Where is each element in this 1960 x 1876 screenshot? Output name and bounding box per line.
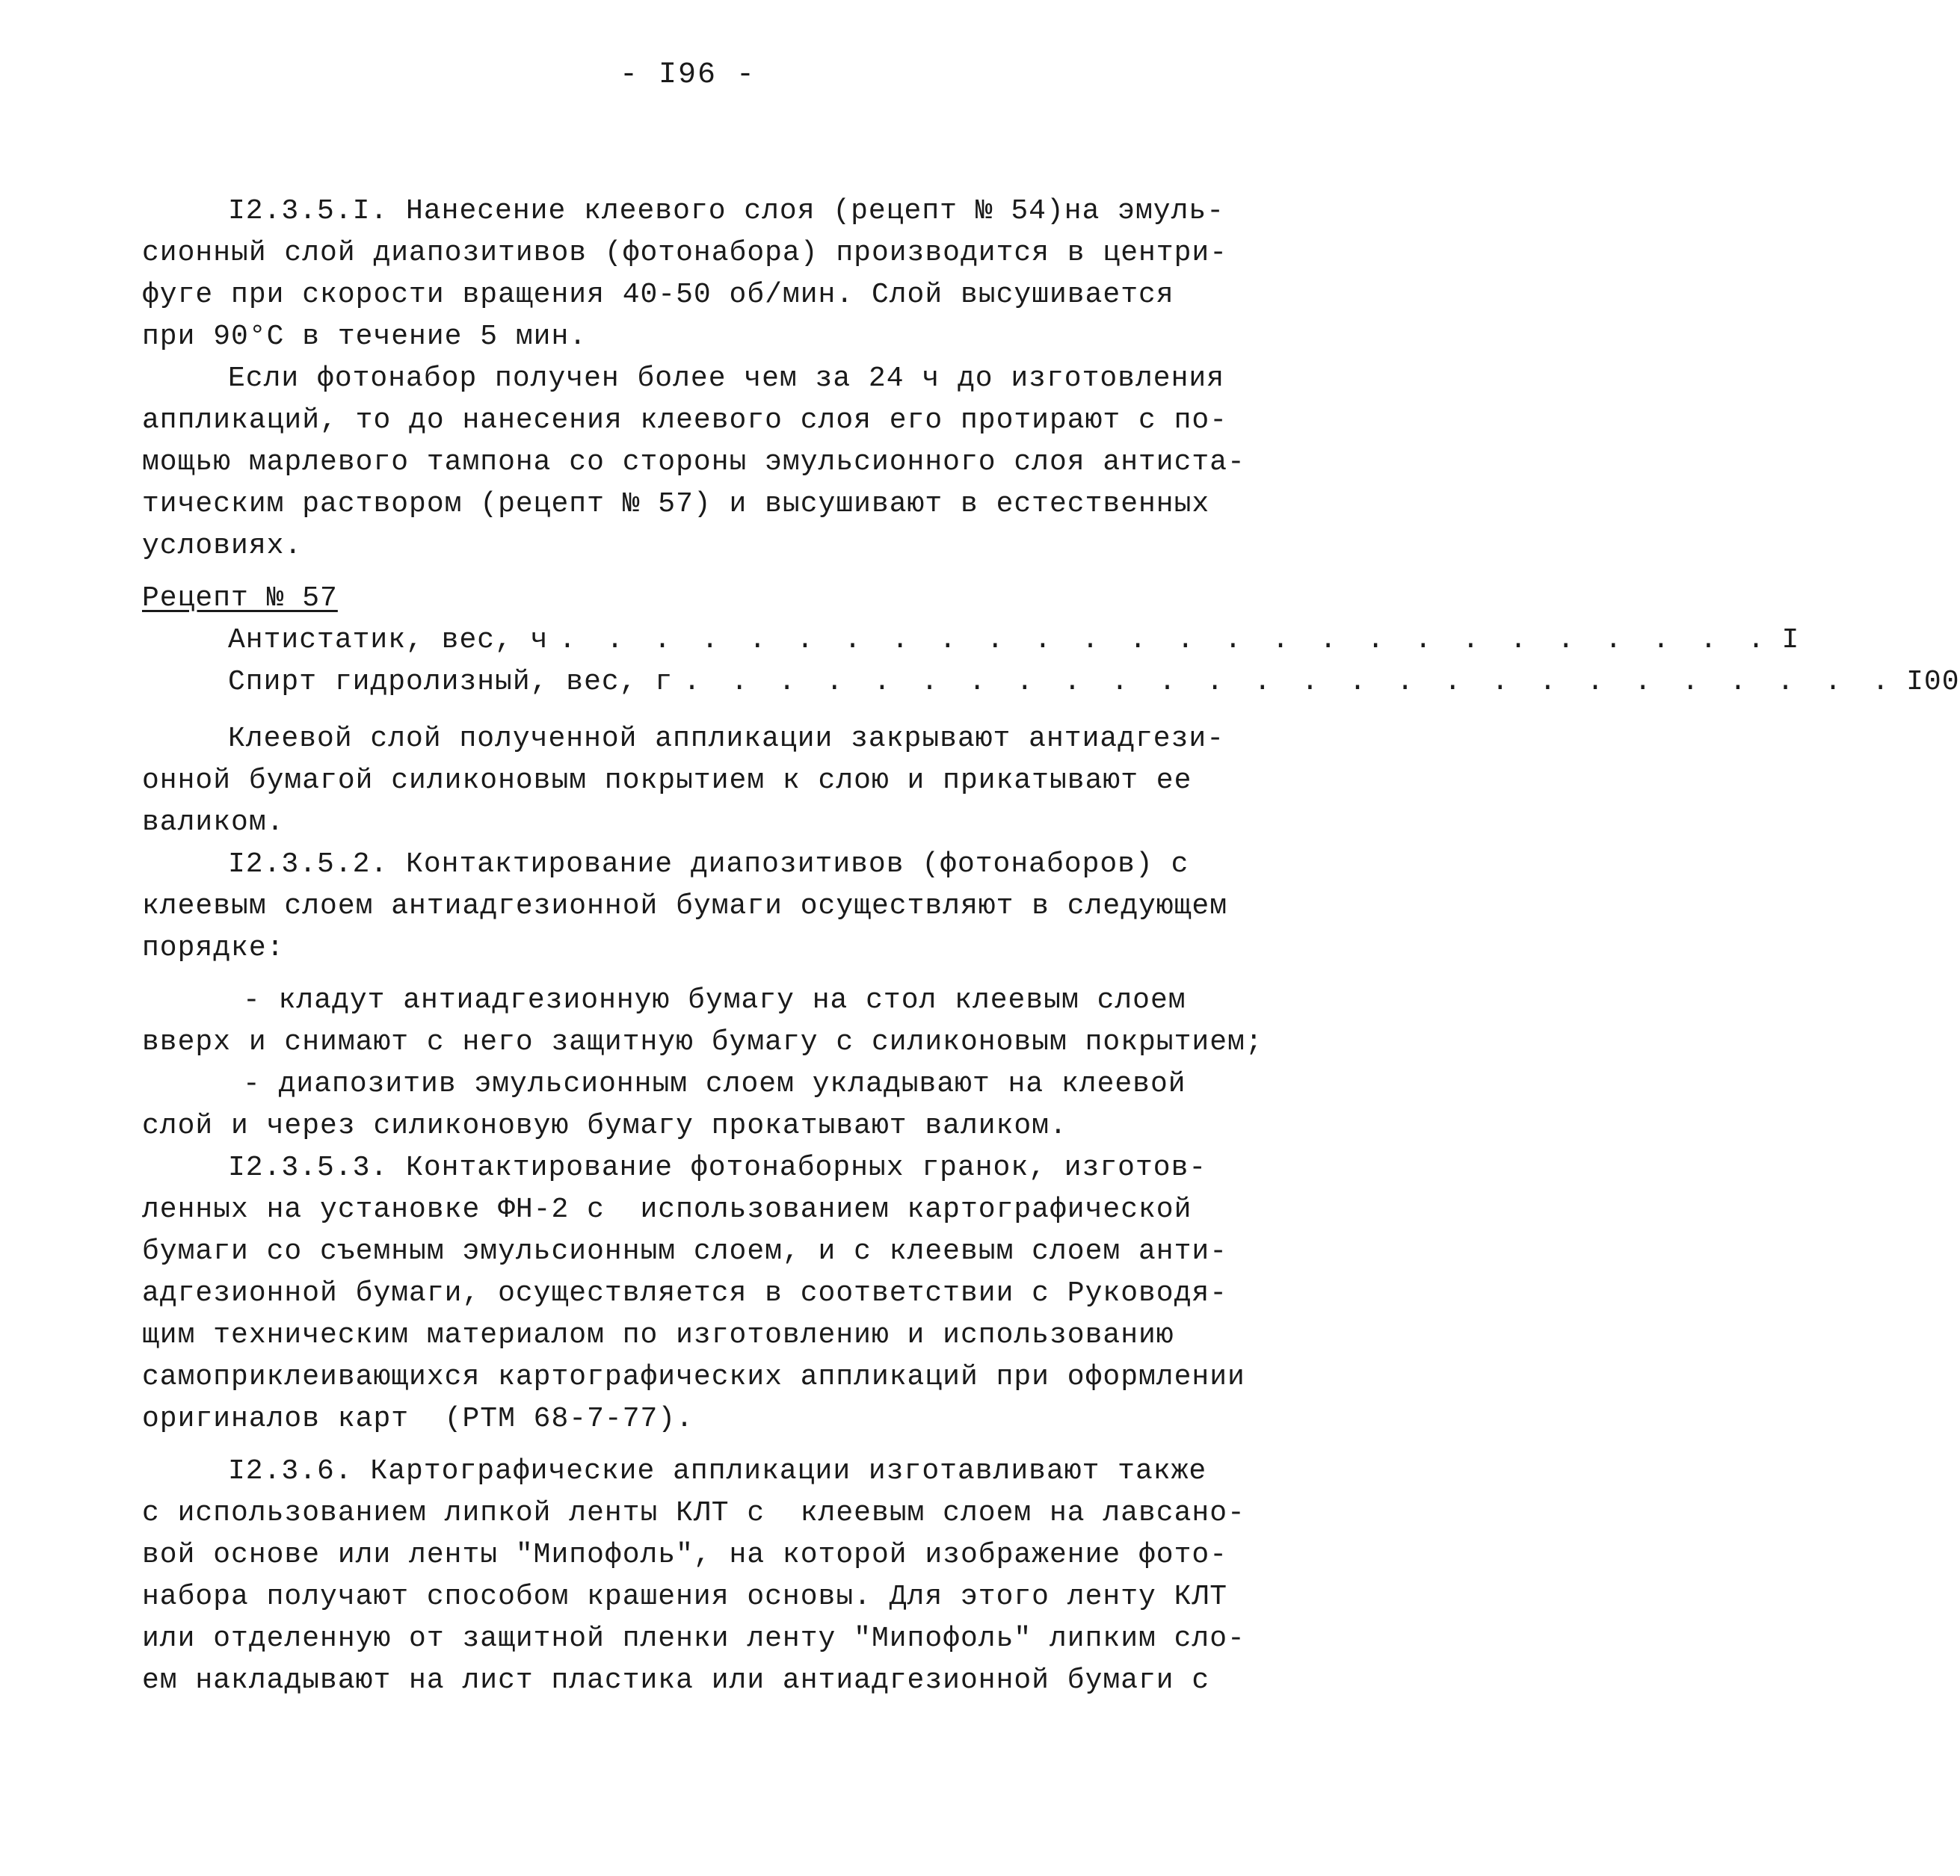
text-line: мощью марлевого тампона со стороны эмульсионного слоя антиста- <box>142 446 1245 478</box>
text-line: вверх и снимают с него защитную бумагу с силиконовым покрытием; <box>142 1026 1263 1058</box>
text-line: порядке: <box>142 932 285 964</box>
recipe-amount: I <box>1781 624 1800 656</box>
paragraph-12-3-5-1 <box>142 191 1226 358</box>
text-line: валиком. <box>142 806 285 839</box>
leader-dots: . . . . . . . . . . . . . . . . . . . . . . . . . . <box>558 624 1772 656</box>
text-line: при 90°С в течение 5 мин. <box>142 321 588 353</box>
text-line: щим техническим материалом по изготовлению и использованию <box>142 1319 1174 1351</box>
paragraph-adhesive-cover <box>142 718 1226 844</box>
text-line: I2.3.5.3. Контактирование фотонаборных гранок, изготов- <box>228 1152 1207 1184</box>
text-line: клеевым слоем антиадгезионной бумаги осуществляют в следующем <box>142 890 1228 922</box>
text-line: сионный слой диапозитивов (фотонабора) производится в центри- <box>142 237 1228 269</box>
text-line: ем накладывают на лист пластика или антиадгезионной бумаги с <box>142 1664 1210 1697</box>
paragraph-12-3-5-2 <box>142 844 1226 969</box>
text-line: онной бумагой силиконовым покрытием к слою и прикатывают ее <box>142 765 1192 797</box>
document-body <box>142 191 1960 1702</box>
text-line: I2.3.6. Картографические аппликации изготавливают также <box>228 1455 1207 1487</box>
text-line: вой основе или ленты "Мипофоль", на которой изображение фото- <box>142 1539 1228 1571</box>
text-line: тическим раствором (рецепт № 57) и высушивают в естественных <box>142 488 1210 520</box>
text-line: - кладут антиадгезионную бумагу на стол клеевым слоем <box>243 984 1186 1016</box>
text-line: набора получают способом крашения основы. Для этого ленту КЛТ <box>142 1581 1228 1613</box>
text-line: фуге при скорости вращения 40-50 об/мин. Слой высушивается <box>142 279 1174 311</box>
bullet-item <box>142 980 1263 1064</box>
text-line: Если фотонабор получен более чем за 24 ч до изготовления <box>228 362 1225 395</box>
recipe-title <box>142 578 1226 620</box>
recipe-row <box>142 620 1800 661</box>
paragraph-12-3-6 <box>142 1451 1245 1702</box>
recipe-row <box>142 661 1960 703</box>
recipe-ingredient: Спирт гидролизный, вес, г <box>228 666 674 698</box>
text-line: ленных на установке ФН-2 с использованием картографической <box>142 1194 1192 1226</box>
recipe-ingredient: Антистатик, вес, ч <box>228 624 549 656</box>
bullet-item <box>142 1064 1226 1147</box>
recipe-amount: I00 <box>1906 666 1960 698</box>
text-line: оригиналов карт (РТМ 68-7-77). <box>142 1403 694 1435</box>
leader-dots: . . . . . . . . . . . . . . . . . . . . . . . . . . <box>683 666 1896 698</box>
text-line: I2.3.5.I. Нанесение клеевого слоя (рецепт № 54)на эмуль- <box>228 195 1225 227</box>
page-number: - I96 - <box>619 58 756 92</box>
text-line: бумаги со съемным эмульсионным слоем, и с клеевым слоем анти- <box>142 1235 1228 1268</box>
text-line: аппликаций, то до нанесения клеевого слоя его протирают с по- <box>142 404 1228 436</box>
paragraph-photoset-note <box>142 358 1245 567</box>
text-line: I2.3.5.2. Контактирование диапозитивов (фотонаборов) с <box>228 848 1189 880</box>
text-line: Клеевой слой полученной аппликации закрывают антиадгези- <box>228 723 1225 755</box>
recipe-title-text: Рецепт № 57 <box>142 582 338 614</box>
text-line: слой и через силиконовую бумагу прокатывают валиком. <box>142 1110 1067 1142</box>
text-line: условиях. <box>142 530 303 562</box>
text-line: с использованием липкой ленты КЛТ с клеевым слоем на лавсано- <box>142 1497 1245 1529</box>
text-line: адгезионной бумаги, осуществляется в соответствии с Руководя- <box>142 1277 1228 1309</box>
text-line: самоприклеивающихся картографических аппликаций при оформлении <box>142 1361 1245 1393</box>
recipe-57 <box>142 578 1960 703</box>
paragraph-12-3-5-3 <box>142 1147 1245 1440</box>
text-line: или отделенную от защитной пленки ленту "Мипофоль" липким сло- <box>142 1623 1245 1655</box>
text-line: - диапозитив эмульсионным слоем укладывают на клеевой <box>243 1068 1186 1100</box>
